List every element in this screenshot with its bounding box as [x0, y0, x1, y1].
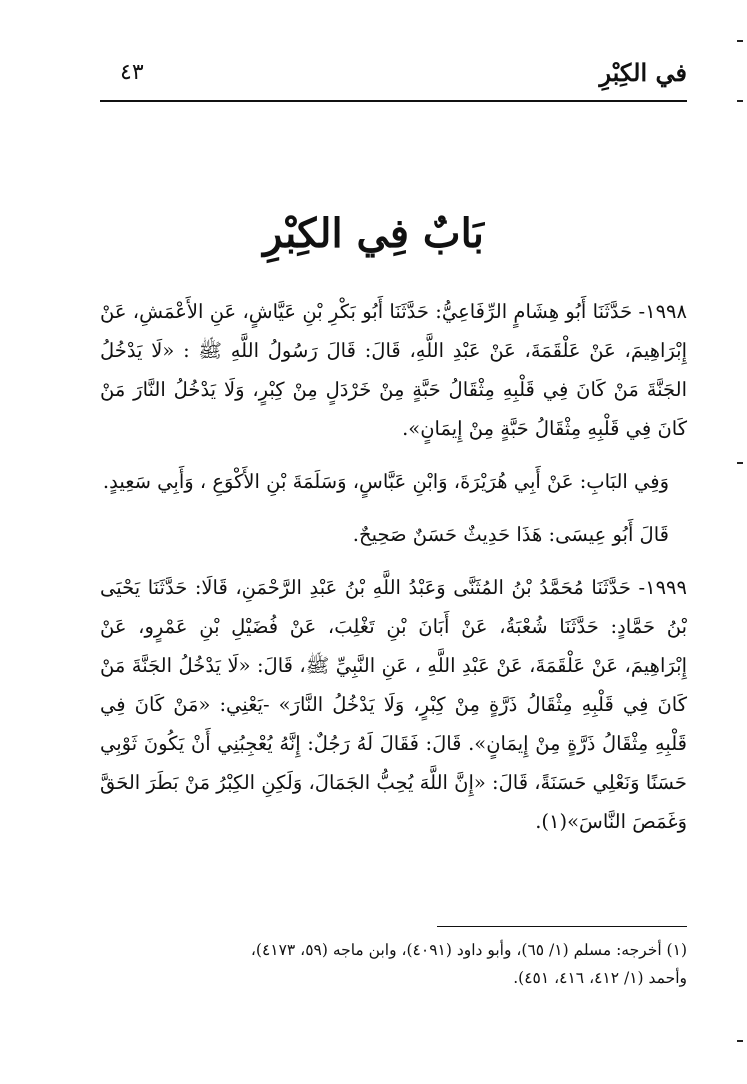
page-edge-mark [737, 1040, 743, 1042]
running-title: في الكِبْرِ [599, 58, 687, 87]
chapter-title: بَابٌ فِي الكِبْرِ [263, 210, 484, 257]
hadith-1999 [100, 568, 687, 841]
bab-section-line-2: وَأَبِي سَعِيدٍ. [102, 470, 194, 493]
hadith-1998-line-2: عَنِ الأَعْمَشِ، عَنْ إِبْرَاهِيمَ، عَنْ عَلْقَمَةَ، عَنْ عَبْدِ اللَّهِ، قَالَ: قَالَ [100, 300, 688, 362]
footnotes [100, 936, 687, 992]
hadith-1999-line-5: «مَنْ كَانَ فِي قَلْبِهِ مِثْقَالُ ذَرَّةٍ مِنْ إِيمَانٍ». قَالَ: فَقَالَ لَهُ رَجُلٌ: إِنَّهُ يُعْجِبُنِي [100, 693, 687, 755]
hadith-1999-line-1: ١٩٩٩- حَدَّثَنَا مُحَمَّدُ بْنُ المُثَنَّى وَعَبْدُ اللَّهِ بْنُ عَبْدِ الرَّحْمَنِ، قَالَا: حَدَّثَنَا [140, 576, 687, 599]
grading [100, 515, 687, 554]
page-edge-mark [737, 462, 743, 464]
page-edge-mark [737, 40, 743, 42]
page-number: ٤٣ [120, 60, 144, 85]
footnote-line-2: وأحمد (١/ ٤١٢، ٤١٦، ٤٥١). [513, 969, 687, 987]
hadith-1999-line-4: يَدْخُلُ الجَنَّةَ مَنْ كَانَ فِي قَلْبِهِ مِثْقَالُ ذَرَّةٍ مِنْ كِبْرٍ، وَلَا يَدْخُلُ النَّارَ» -يَعْنِي: [100, 654, 687, 716]
footnote-divider [437, 926, 687, 927]
bab-section [100, 462, 687, 501]
grading-text: قَالَ أَبُو عِيسَى: هَذَا حَدِيثٌ حَسَنٌ صَحِيحٌ. [352, 523, 669, 546]
hadith-1999-line-7: الكِبْرُ مَنْ بَطَرَ الحَقَّ وَغَمَصَ النَّاسَ»(١). [100, 771, 687, 833]
running-header [100, 56, 687, 102]
hadith-1998-line-3: رَسُولُ اللَّهِ ﷺ : «لَا يَدْخُلُ الجَنَّةَ مَنْ كَانَ فِي قَلْبِهِ مِثْقَالُ حَبَّةٍ مِنْ خَرْدَلٍ [100, 339, 687, 401]
body-text [100, 292, 687, 851]
hadith-1999-line-3: عَنْ إِبْرَاهِيمَ، عَنْ عَلْقَمَةَ، عَنْ عَبْدِ اللَّهِ ، عَنِ النَّبِيِّ ﷺ، قَالَ: «لَا [100, 615, 687, 677]
page-edge-mark [737, 100, 743, 102]
hadith-1998-line-4: مِنْ كِبْرٍ، وَلَا يَدْخُلُ النَّارَ مَنْ كَانَ فِي قَلْبِهِ مِثْقَالُ حَبَّةٍ مِنْ إِيمَانٍ». [100, 378, 687, 440]
hadith-1998 [100, 292, 687, 448]
hadith-1999-line-6: أَنْ يَكُونَ ثَوْبِي حَسَنًا وَنَعْلِي حَسَنَةً، قَالَ: «إِنَّ اللَّهَ يُحِبُّ الجَمَالَ، وَلَكِنِ [100, 732, 687, 794]
footnote-line-1: (١) أخرجه: مسلم (١/ ٦٥)، وأبو داود (٤٠٩١)، وابن ماجه (٥٩، ٤١٧٣)، [250, 941, 687, 959]
hadith-1998-line-1: ١٩٩٨- حَدَّثَنَا أَبُو هِشَامٍ الرِّفَاعِيُّ: حَدَّثَنَا أَبُو بَكْرِ بْنِ عَيَّاشٍ، [236, 300, 687, 323]
hadith-1999-line-2: يَحْيَى بْنُ حَمَّادٍ: حَدَّثَنَا شُعْبَةُ، عَنْ أَبَانَ بْنِ تَغْلِبَ، عَنْ فُضَيْلِ بْنِ عَمْرٍو، [100, 576, 687, 638]
bab-section-line-1: وَفِي البَابِ: عَنْ أَبِي هُرَيْرَةَ، وَابْنِ عَبَّاسٍ، وَسَلَمَةَ بْنِ الأَكْوَعِ ، [193, 470, 669, 493]
